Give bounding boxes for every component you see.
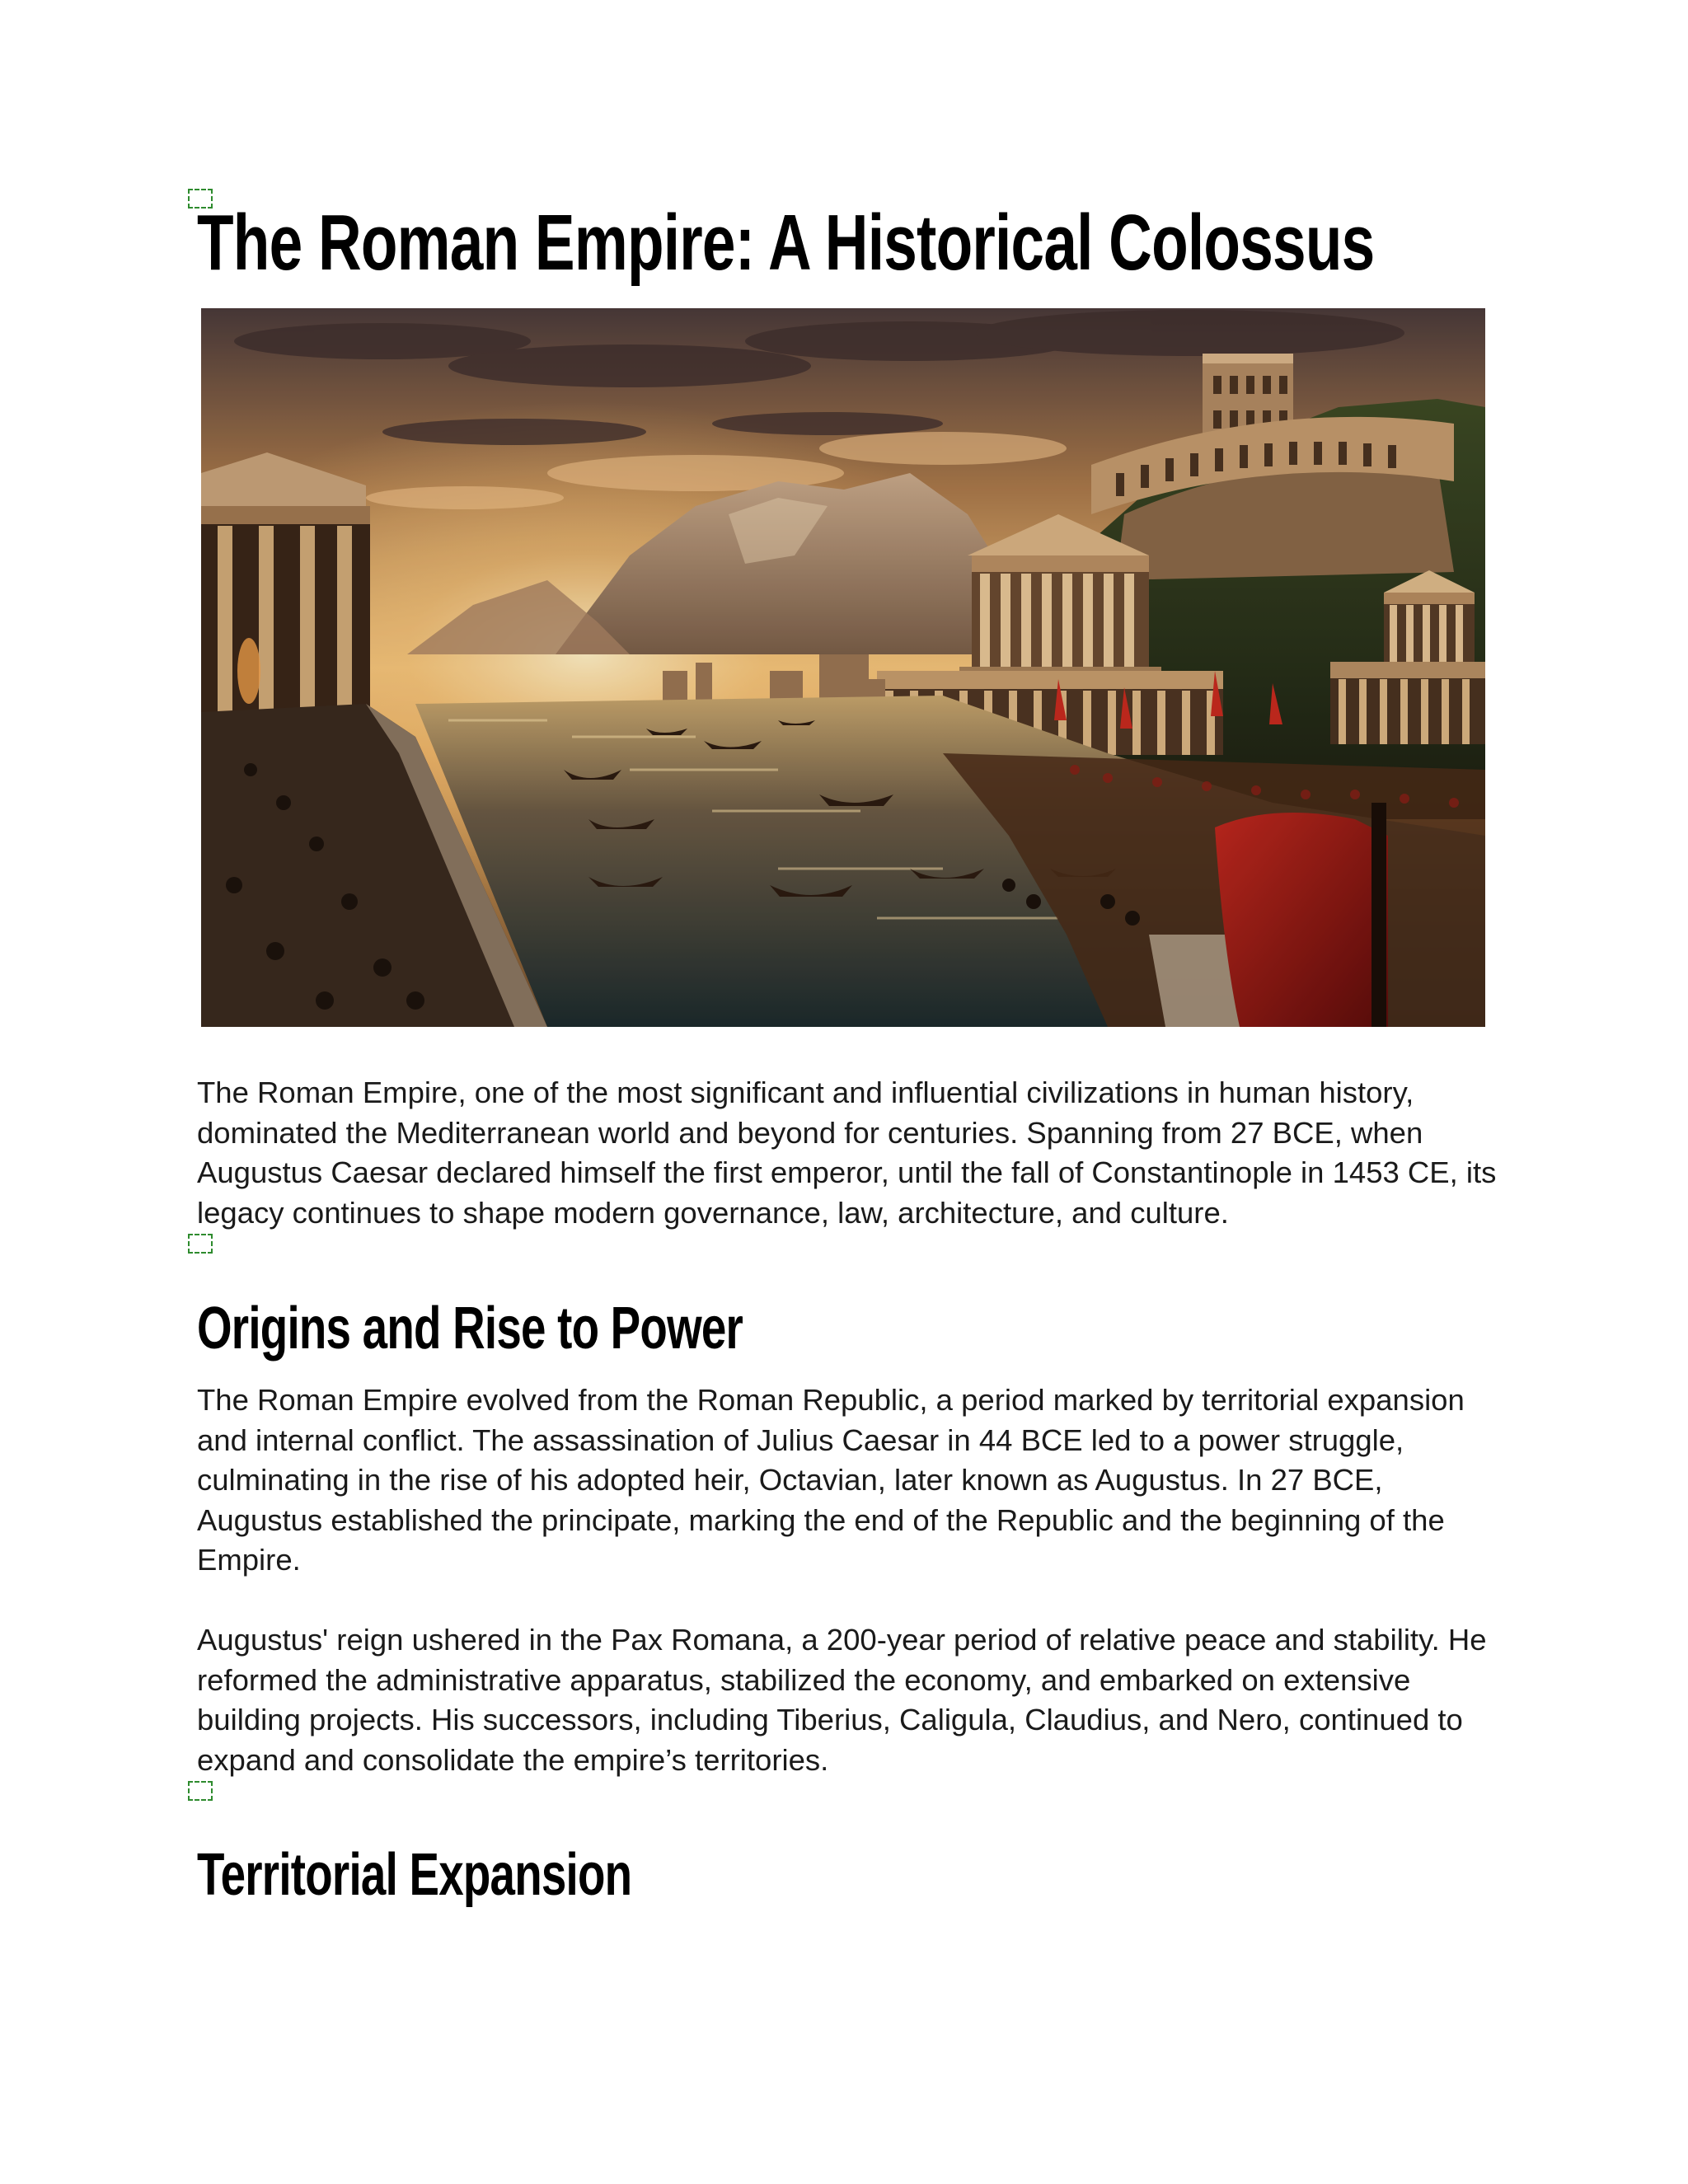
section-heading-origins: Origins and Rise to Power <box>197 1296 743 1361</box>
anchor-marker <box>188 1234 213 1254</box>
origins-paragraph-1: The Roman Empire evolved from the Roman Republic, a period marked by territorial expansion and internal conflict. The assassination of Julius Caesar in 44 BCE led to a power struggle, culminating in the rise of his adopted heir, Octavian, later known as Augustus. In 27 BCE, Augustus established the principate, marking the end of the Republic and the beginning of the Empire. <box>197 1383 1465 1577</box>
section-heading-territorial-expansion: Territorial Expansion <box>197 1842 632 1908</box>
roman-harbor-illustration-icon <box>201 308 1485 1027</box>
anchor-marker <box>188 1781 213 1801</box>
intro-paragraph: The Roman Empire, one of the most significant and influential civilizations in human history, dominated the Mediterranean world and beyond for centuries. Spanning from 27 BCE, when Augustus Caesar declared himself the first emperor, until the fall of Constantinople in 1453 CE, its legacy continues to shape modern governance, law, architecture, and culture. <box>197 1076 1497 1230</box>
origins-paragraph-2: Augustus' reign ushered in the Pax Romana, a 200-year period of relative peace and stability. He reformed the administrative apparatus, stabilized the economy, and embarked on extensive building projects. His successors, including Tiberius, Caligula, Claudius, and Nero, continued to expand and consolidate the empire’s territories. <box>197 1623 1487 1777</box>
page-title: The Roman Empire: A Historical Colossus <box>197 199 1375 287</box>
hero-image <box>201 308 1485 1027</box>
